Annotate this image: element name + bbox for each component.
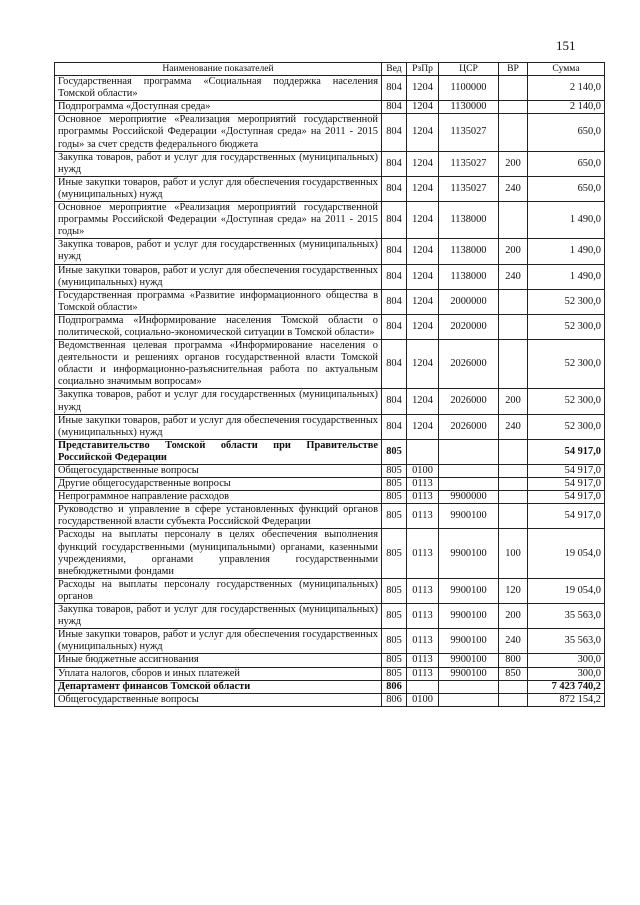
row-ved: 804 <box>382 114 407 151</box>
row-rzpr: 0113 <box>407 504 439 529</box>
row-sum: 54 917,0 <box>528 465 605 478</box>
row-name: Общегосударственные вопросы <box>55 693 382 706</box>
row-name: Государственная программа «Социальная поддержка населения Томской области» <box>55 76 382 101</box>
table-row <box>55 667 605 680</box>
row-vr <box>499 114 528 151</box>
table-row <box>55 439 605 464</box>
row-ved: 804 <box>382 264 407 289</box>
row-vr: 240 <box>499 414 528 439</box>
row-name: Закупка товаров, работ и услуг для государственных (муниципальных) нужд <box>55 604 382 629</box>
row-ved: 804 <box>382 151 407 176</box>
row-sum: 650,0 <box>528 176 605 201</box>
row-vr <box>499 289 528 314</box>
row-name: Общегосударственные вопросы <box>55 465 382 478</box>
table-row <box>55 176 605 201</box>
row-rzpr: 0113 <box>407 604 439 629</box>
row-sum: 300,0 <box>528 667 605 680</box>
row-rzpr: 0100 <box>407 465 439 478</box>
row-ved: 804 <box>382 414 407 439</box>
row-sum: 19 054,0 <box>528 529 605 578</box>
row-sum: 1 490,0 <box>528 239 605 264</box>
row-ved: 804 <box>382 340 407 389</box>
row-vr <box>499 76 528 101</box>
row-rzpr: 0113 <box>407 491 439 504</box>
table-row <box>55 604 605 629</box>
header-vr: ВР <box>499 63 528 76</box>
table-row <box>55 264 605 289</box>
row-name: Закупка товаров, работ и услуг для государственных (муниципальных) нужд <box>55 151 382 176</box>
table-row <box>55 629 605 654</box>
row-vr <box>499 439 528 464</box>
row-name: Другие общегосударственные вопросы <box>55 478 382 491</box>
row-name: Непрограммное направление расходов <box>55 491 382 504</box>
row-vr: 200 <box>499 239 528 264</box>
header-ved: Вед <box>382 63 407 76</box>
row-rzpr: 1204 <box>407 151 439 176</box>
row-ved: 805 <box>382 478 407 491</box>
row-sum: 1 490,0 <box>528 202 605 239</box>
row-vr <box>499 465 528 478</box>
page-number: 151 <box>556 38 576 53</box>
row-vr <box>499 693 528 706</box>
row-ved: 804 <box>382 389 407 414</box>
row-vr <box>499 491 528 504</box>
table-row <box>55 491 605 504</box>
row-csr: 1130000 <box>439 101 499 114</box>
row-name: Основное мероприятие «Реализация мероприятий государственной программы Российской Федерации «Доступная среда» на 2011 - 2015 годы» за счет средств федерального бюджета <box>55 114 382 151</box>
row-sum: 35 563,0 <box>528 604 605 629</box>
table-row <box>55 101 605 114</box>
table-header-row <box>55 63 605 76</box>
row-ved: 806 <box>382 693 407 706</box>
row-rzpr: 1204 <box>407 414 439 439</box>
row-sum: 54 917,0 <box>528 478 605 491</box>
table-row <box>55 202 605 239</box>
row-sum: 1 490,0 <box>528 264 605 289</box>
row-sum: 19 054,0 <box>528 578 605 603</box>
row-name: Иные закупки товаров, работ и услуг для обеспечения государственных (муниципальных) нужд <box>55 629 382 654</box>
row-csr: 9900100 <box>439 529 499 578</box>
row-rzpr: 0100 <box>407 693 439 706</box>
row-ved: 805 <box>382 465 407 478</box>
row-name: Подпрограмма «Информирование населения Томской области о политической, социально-экономической ситуации в Томской области» <box>55 314 382 339</box>
row-csr: 1135027 <box>439 176 499 201</box>
table-row <box>55 114 605 151</box>
row-rzpr <box>407 439 439 464</box>
table-row <box>55 680 605 693</box>
row-csr: 9900000 <box>439 491 499 504</box>
row-csr: 2000000 <box>439 289 499 314</box>
row-sum: 54 917,0 <box>528 504 605 529</box>
table-row <box>55 654 605 667</box>
row-rzpr: 0113 <box>407 629 439 654</box>
row-rzpr: 1204 <box>407 101 439 114</box>
row-name: Ведомственная целевая программа «Информирование населения о деятельности и решениях органов государственной власти Томской области и информационно-разъяснительная работа по актуальным социально значимым вопросам» <box>55 340 382 389</box>
row-ved: 805 <box>382 491 407 504</box>
row-vr: 200 <box>499 604 528 629</box>
row-name: Расходы на выплаты персоналу в целях обеспечения выполнения функций государственными (муниципальными) органами, казенными учреждениями, органами управления государственными внебюджетными фондами <box>55 529 382 578</box>
row-name: Государственная программа «Развитие информационного общества в Томской области» <box>55 289 382 314</box>
row-csr <box>439 693 499 706</box>
row-ved: 805 <box>382 439 407 464</box>
row-rzpr: 1204 <box>407 202 439 239</box>
row-csr: 1135027 <box>439 151 499 176</box>
row-name: Иные бюджетные ассигнования <box>55 654 382 667</box>
row-csr: 2020000 <box>439 314 499 339</box>
row-vr: 120 <box>499 578 528 603</box>
row-csr: 1138000 <box>439 264 499 289</box>
header-csr: ЦСР <box>439 63 499 76</box>
row-csr: 1138000 <box>439 239 499 264</box>
row-name: Закупка товаров, работ и услуг для государственных (муниципальных) нужд <box>55 239 382 264</box>
row-vr: 240 <box>499 629 528 654</box>
row-rzpr: 0113 <box>407 654 439 667</box>
row-name: Иные закупки товаров, работ и услуг для обеспечения государственных (муниципальных) нужд <box>55 264 382 289</box>
table-row <box>55 478 605 491</box>
row-rzpr: 0113 <box>407 478 439 491</box>
row-csr: 1135027 <box>439 114 499 151</box>
row-csr: 1138000 <box>439 202 499 239</box>
row-sum: 2 140,0 <box>528 76 605 101</box>
row-csr: 9900100 <box>439 578 499 603</box>
table-row <box>55 239 605 264</box>
row-vr <box>499 202 528 239</box>
row-vr <box>499 340 528 389</box>
row-rzpr: 1204 <box>407 76 439 101</box>
row-rzpr: 1204 <box>407 176 439 201</box>
row-ved: 804 <box>382 202 407 239</box>
header-rzpr: РзПр <box>407 63 439 76</box>
header-sum: Сумма <box>528 63 605 76</box>
row-sum: 35 563,0 <box>528 629 605 654</box>
row-ved: 805 <box>382 654 407 667</box>
row-ved: 804 <box>382 76 407 101</box>
row-ved: 805 <box>382 504 407 529</box>
row-rzpr: 1204 <box>407 389 439 414</box>
row-name: Основное мероприятие «Реализация мероприятий государственной программы Российской Федерации «Доступная среда» на 2011 - 2015 годы» <box>55 202 382 239</box>
row-rzpr <box>407 680 439 693</box>
row-csr <box>439 439 499 464</box>
row-ved: 805 <box>382 667 407 680</box>
row-name: Иные закупки товаров, работ и услуг для обеспечения государственных (муниципальных) нужд <box>55 414 382 439</box>
row-vr: 800 <box>499 654 528 667</box>
row-sum: 52 300,0 <box>528 314 605 339</box>
row-rzpr: 1204 <box>407 114 439 151</box>
row-name: Руководство и управление в сфере установленных функций органов государственной власти субъекта Российской Федерации <box>55 504 382 529</box>
row-vr: 200 <box>499 151 528 176</box>
row-csr: 9900100 <box>439 604 499 629</box>
row-ved: 805 <box>382 604 407 629</box>
row-rzpr: 1204 <box>407 289 439 314</box>
row-sum: 872 154,2 <box>528 693 605 706</box>
row-ved: 805 <box>382 629 407 654</box>
row-sum: 52 300,0 <box>528 340 605 389</box>
row-sum: 52 300,0 <box>528 414 605 439</box>
row-name: Уплата налогов, сборов и иных платежей <box>55 667 382 680</box>
row-csr <box>439 478 499 491</box>
row-ved: 806 <box>382 680 407 693</box>
table-row <box>55 504 605 529</box>
row-ved: 804 <box>382 101 407 114</box>
row-csr: 9900100 <box>439 504 499 529</box>
row-sum: 54 917,0 <box>528 439 605 464</box>
row-csr: 1100000 <box>439 76 499 101</box>
row-sum: 52 300,0 <box>528 289 605 314</box>
table-row <box>55 76 605 101</box>
row-name: Представительство Томской области при Правительстве Российской Федерации <box>55 439 382 464</box>
row-vr <box>499 478 528 491</box>
table-row <box>55 529 605 578</box>
table-body <box>55 76 605 707</box>
table-row <box>55 340 605 389</box>
row-ved: 805 <box>382 529 407 578</box>
table-row <box>55 151 605 176</box>
row-ved: 804 <box>382 176 407 201</box>
table-row <box>55 314 605 339</box>
row-ved: 804 <box>382 289 407 314</box>
row-name: Департамент финансов Томской области <box>55 680 382 693</box>
row-csr: 9900100 <box>439 629 499 654</box>
row-vr: 240 <box>499 176 528 201</box>
row-sum: 7 423 740,2 <box>528 680 605 693</box>
row-sum: 650,0 <box>528 151 605 176</box>
row-sum: 300,0 <box>528 654 605 667</box>
row-vr: 200 <box>499 389 528 414</box>
row-rzpr: 1204 <box>407 314 439 339</box>
row-vr <box>499 314 528 339</box>
table-row <box>55 465 605 478</box>
row-csr: 2026000 <box>439 389 499 414</box>
row-vr: 240 <box>499 264 528 289</box>
header-name: Наименование показателей <box>55 63 382 76</box>
row-name: Расходы на выплаты персоналу государственных (муниципальных) органов <box>55 578 382 603</box>
row-name: Иные закупки товаров, работ и услуг для обеспечения государственных (муниципальных) нужд <box>55 176 382 201</box>
row-sum: 650,0 <box>528 114 605 151</box>
table-row <box>55 289 605 314</box>
row-rzpr: 0113 <box>407 529 439 578</box>
row-rzpr: 0113 <box>407 667 439 680</box>
row-ved: 804 <box>382 239 407 264</box>
table-row <box>55 414 605 439</box>
row-name: Подпрограмма «Доступная среда» <box>55 101 382 114</box>
row-vr: 850 <box>499 667 528 680</box>
row-vr: 100 <box>499 529 528 578</box>
table-row <box>55 389 605 414</box>
row-sum: 52 300,0 <box>528 389 605 414</box>
row-sum: 54 917,0 <box>528 491 605 504</box>
row-rzpr: 1204 <box>407 264 439 289</box>
row-rzpr: 0113 <box>407 578 439 603</box>
row-csr: 2026000 <box>439 340 499 389</box>
row-csr <box>439 465 499 478</box>
row-sum: 2 140,0 <box>528 101 605 114</box>
row-rzpr: 1204 <box>407 239 439 264</box>
budget-table <box>54 62 605 707</box>
row-vr <box>499 680 528 693</box>
row-csr: 9900100 <box>439 654 499 667</box>
row-ved: 804 <box>382 314 407 339</box>
row-csr: 2026000 <box>439 414 499 439</box>
row-vr <box>499 504 528 529</box>
row-vr <box>499 101 528 114</box>
row-csr <box>439 680 499 693</box>
table-row <box>55 693 605 706</box>
row-csr: 9900100 <box>439 667 499 680</box>
row-rzpr: 1204 <box>407 340 439 389</box>
row-name: Закупка товаров, работ и услуг для государственных (муниципальных) нужд <box>55 389 382 414</box>
row-ved: 805 <box>382 578 407 603</box>
table-row <box>55 578 605 603</box>
